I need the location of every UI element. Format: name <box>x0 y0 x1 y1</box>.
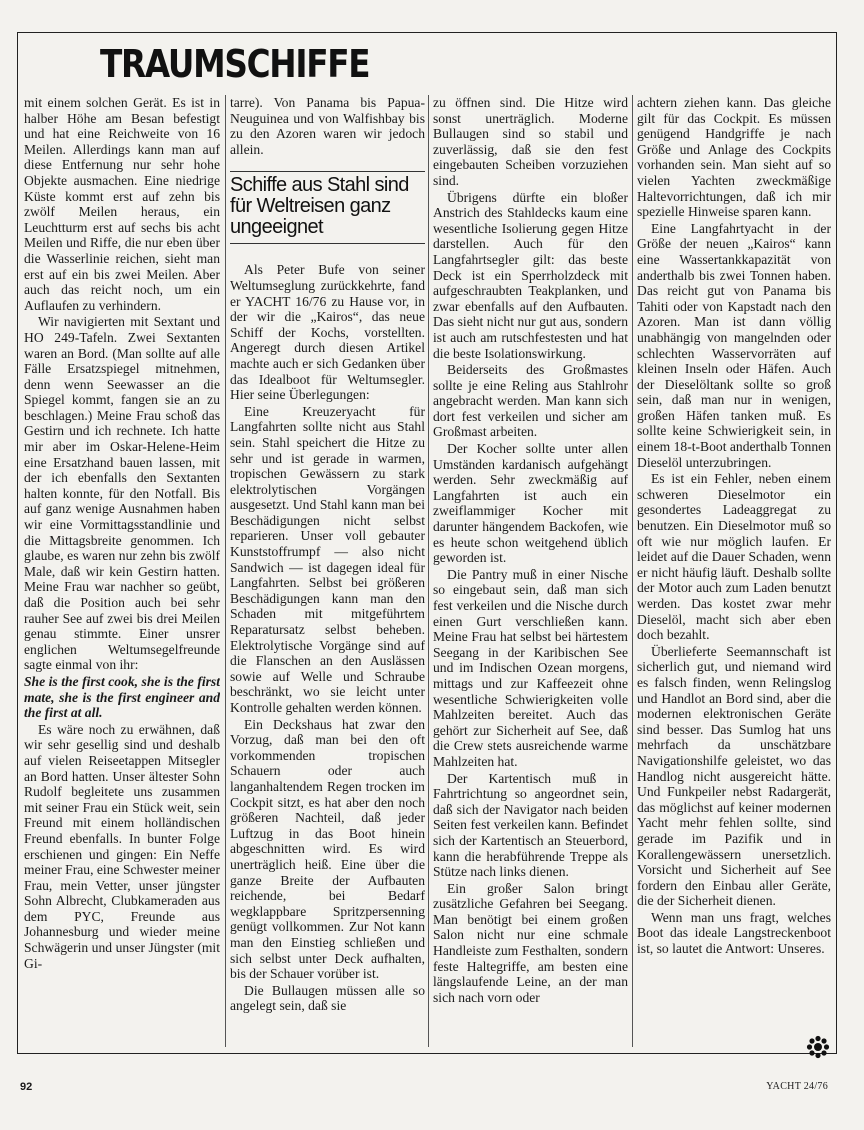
paragraph: Ein großer Salon bringt zusätzliche Gefahren bei Seegang. Man benötigt bei einem großen Salon nicht nur eine schmale Handleiste zum Festhalten, sondern feste Haltegriffe, am besten eine längslaufende Leine, an der man sich nach vorn oder <box>433 880 628 1005</box>
paragraph: Übrigens dürfte ein bloßer Anstrich des Stahldecks kaum eine wesentliche Isolierung gegen Hitze darstellen. Auch für den Langfahrtsegler gilt: das beste Deck ist ein Sperrholzdeck mit aufgeschraubten Teakplanken, und zwar ebenfalls auf den Aufbauten. Das sieht nicht nur gut aus, sondern ist auch am rutschfestesten und hat die beste Isolationswirkung. <box>433 189 628 361</box>
paragraph: Der Kartentisch muß in Fahrtrichtung so angeordnet sein, daß sich der Navigator nach beiden Seiten fest verkeilen kann. Befindet sich der Kartentisch an Steuerbord, kann die herabführende Treppe als Stütze nach links dienen. <box>433 770 628 880</box>
paragraph: Wenn man uns fragt, welches Boot das ideale Langstreckenboot ist, so lautet die Antwort: Unseres. <box>637 909 831 957</box>
paragraph: Der Kocher sollte unter allen Umständen kardanisch aufgehängt werden. Sehr zweckmäßig auf Langfahrten ist auch ein zweiflammiger Kocher mit darunter hängendem Backofen, wie es heute schon weitgehend üblich geworden ist. <box>433 441 628 566</box>
paragraph: Ein Deckshaus hat zwar den Vorzug, daß man bei den oft vorkommenden tropischen Schauern oder auch langanhaltendem Regen trocken im Cockpit sitzt, es hat aber den noch größeren Nachteil, daß jeder Luftzug in das Boot hinein abgeschnitten wird. Es wird unerträglich heiß. Eine über die ganze Breite der Aufbauten reichende, bei Bedarf wegklappbare Spritzpersenning genügt vollkommen. Zur Not kann man den Einstieg schließen und sich selbst unter Deck aufhalten, bis der Schauer vorüber ist. <box>230 716 425 982</box>
article-column-1 <box>24 95 220 1047</box>
magazine-issue: YACHT 24/76 <box>766 1081 828 1092</box>
article-column-2 <box>230 95 425 1047</box>
paragraph: mit einem solchen Gerät. Es ist in halber Höhe am Besan befestigt und hat eine Reichweite von 16 Meilen. Allerdings kann man auf diese Entfernung nur sehr hohe Objekte ausmachen. Eine niedrige Küste kommt erst auf zehn bis zwölf Meilen heraus, ein Leuchtturm erst auf sechs bis acht Meilen und Riffe, die nur eben über die Wasserlinie reichen, sieht man erst auf ein bis zwei Meilen. Aber auch das reicht noch, um ein Auflaufen zu verhindern. <box>24 95 220 313</box>
paragraph: Wir navigierten mit Sextant und HO 249-Tafeln. Zwei Sextanten waren an Bord. (Man sollte auf alle Fälle Ersatzspiegel mitnehmen, denn wenn Seewasser an die Spiegel kommt, fangen sie an zu beschlagen.) Meine Frau schoß das Gestirn und ich rechnete. Ich hatte mir aber im Oskar-Helene-Heim eine Ersatzhand bauen lassen, mit der ich ebenfalls den Sextanten halten konnte, für den Notfall. Bis auf ganz wenige Ausnahmen haben wir eine Vormittagsstandlinie und die Mittagsbreite genommen. Ich glaube, es waren nur zehn bis zwölf Male, daß wir kein Gestirn hatten. Meine Frau war nachher so geübt, daß die Position auch bei sehr rauher See auf zwei bis drei Meilen genau stimmte. Einer unsrer englichen Weltumsegelfreunde sagte einmal von ihr: <box>24 314 220 673</box>
paragraph: Eine Langfahrtyacht in der Größe der neuen „Kairos“ kann eine Wassertankkapazität von anderthalb bis zwei Tonnen haben. Das reicht gut von Panama bis Tahiti oder von Kapstadt nach den Azoren. Man ist dann völlig unabhängig von mangelnden oder schlechten Wasservorräten auf kleinen Inseln oder Häfen. Auch der Dieselöltank sollte so groß sein, daß man nur in wenigen, großen Häfen tanken muß. Es sollte keine Schwierigkeit sein, in einem 18-t-Boot anderthalb Tonnen Dieselöl unterzubringen. <box>637 220 831 470</box>
paragraph: Beiderseits des Großmastes sollte je eine Reling aus Stahlrohr angebracht werden. Man kann sich dort fest verkeilen und sicher am Großmast arbeiten. <box>433 362 628 440</box>
quote: She is the first cook, she is the first mate, she is the first engineer and the first at all. <box>24 673 220 721</box>
paragraph: achtern ziehen kann. Das gleiche gilt für das Cockpit. Es müssen genügend Handgriffe je nach Größe und Anlage des Cockpits vorhanden sein. Man sieht auf so vielen Yachten zweckmäßige Haltevorrichtungen, daß ich mir spezielle Hinweise sparen kann. <box>637 95 831 220</box>
article-column-4 <box>637 95 831 1047</box>
section-title: TRAUMSCHIFFE <box>100 42 370 86</box>
paragraph: Es ist ein Fehler, neben einem schweren Dieselmotor ein gesondertes Ladeaggregat zu benutzen. Ein Dieselmotor muß so oft wie nur möglich laufen. Er leidet auf die Dauer Schaden, wenn er nicht häufig läuft. Deshalb sollte der Motor auch zum Laden benutzt werden. Das kostet zwar mehr Dieselöl, macht sich aber eben doch bezahlt. <box>637 471 831 643</box>
subheading: Schiffe aus Stahl sind für Weltreisen ganz ungeeignet <box>230 174 409 239</box>
paragraph: Die Pantry muß in einer Nische so eingebaut sein, daß man sich fest verkeilen und die Nische durch einen Gurt verschließen kann. Meine Frau hat selbst bei härtestem Seegang in der Karibischen See und im Indischen Ozean morgens, mittags und zur Kaffeezeit ohne wesentliche Schwierigkeiten volle Mahlzeiten bereitet. Auch das gehört zur Sicherheit auf See, daß die Crew stets ausreichende warme Mahlzeiten hat. <box>433 566 628 769</box>
paragraph: Es wäre noch zu erwähnen, daß wir sehr gesellig sind und deshalb auf vielen Reiseetappen Mitsegler an Bord hatten. Unser ältester Sohn Rudolf begleitete uns zusammen mit seiner Frau ein Stück weit, sein Freund mit einem holländischen Freund ebenfalls. In bunter Folge erschienen und gingen: Ein Neffe meiner Frau, eine Schwester meiner Frau, mein Vetter, unser jüngster Sohn Albrecht, Clubkameraden aus dem PYC, Freunde aus Johannesburg und wieder meine Schwägerin und unser Jüngster (mit Gi- <box>24 721 220 971</box>
paragraph: tarre). Von Panama bis Papua-Neuguinea und von Walfishbay bis zu den Azoren waren wir jedoch allein. <box>230 95 425 157</box>
page-number: 92 <box>20 1081 33 1093</box>
paragraph: Als Peter Bufe von seiner Weltumseglung zurückkehrte, fand er YACHT 16/76 zu Hause vor, in der wir die „Kairos“, das neue Schiff der Kochs, vorstellten. Angeregt durch diesen Artikel machte auch er sich Gedanken über das Idealboot für Weltumsegler. Hier seine Überlegungen: <box>230 262 425 403</box>
column-rule <box>632 95 633 1047</box>
column-rule <box>225 95 226 1047</box>
paragraph: Überlieferte Seemannschaft ist sicherlich gut, und niemand wird es falsch finden, wenn Relingslog und Handlot an Bord sind, aber die modernen elektronischen Geräte sind besser. Das Sumlog hat uns mehrfach da unschätzbare Navigationshilfe geleistet, wo das Handlog nicht ausgereicht hätte. Und Funkpeiler nebst Radargerät, das möglichst auf keiner modernen Yacht mehr fehlen sollte, sind gerade im Pazifik und in Korallengewässern unersetzlich. Vorsicht und Sicherheit auf See fordern den Einbau aller Geräte, die der Sicherheit dienen. <box>637 643 831 909</box>
article-column-3 <box>433 95 628 1047</box>
subheading-box <box>230 171 425 244</box>
paragraph: zu öffnen sind. Die Hitze wird sonst unerträglich. Moderne Bullaugen sind so stabil und zuverlässig, daß sie den fest eingebauten Scheiben vorzuziehen sind. <box>433 95 628 188</box>
rosette-end-icon <box>806 1035 830 1059</box>
column-rule <box>428 95 429 1047</box>
paragraph: Eine Kreuzeryacht für Langfahrten sollte nicht aus Stahl sein. Stahl speichert die Hitze zu sehr und ist gerade in warmen, tropischen Gewässern zu stark elektrolytischen Vorgängen ausgesetzt. Und Stahl kann man bei Beschädigungen nicht selbst reparieren. Unser voll gebauter Kunststoffrumpf — also nicht Sandwich — ist dagegen ideal für Langfahrten. Selbst bei größeren Beschädigungen kann man den Schaden mit mitgeführtem Reparatursatz selbst beheben. Elektrolytische Vorgänge sind auf die Flanschen an den Auslässen sowie auf Welle und Schraube beschränkt, wo sie leicht unter Kontrolle gehalten werden können. <box>230 403 425 715</box>
paragraph: Die Bullaugen müssen alle so angelegt sein, daß sie <box>230 982 425 1014</box>
